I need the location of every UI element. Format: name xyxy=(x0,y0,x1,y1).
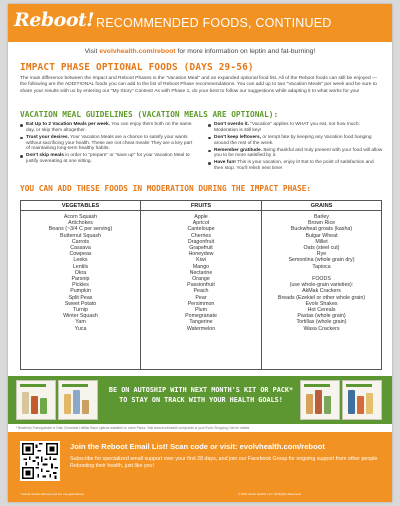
table-cell: AkMak Crackers xyxy=(302,288,341,295)
table-cell: (use whole-grain varieties): xyxy=(289,282,354,289)
table-cell: FOODS xyxy=(312,276,331,283)
guidelines-right-column xyxy=(208,122,384,173)
guidelines xyxy=(20,122,382,176)
intro-paragraph: The main difference between the Impact and Reboot Phases is the "Vacation Meal" and an expanded optional food list. All of the Reboot foods can still be enjoyed — the following are the ADDITIONAL foods you can add to the list of Reboot Phase recommendations. You can add up to two "Vacation Meals" per week and be sure to share your results with us by entering our "My Story" Contest! As with Phase 1, do your best to follow our suggestions while adapting it to what works for you! xyxy=(20,76,378,94)
table-cell: Turnip xyxy=(73,307,88,314)
page-title: RECOMMENDED FOODS, CONTINUED xyxy=(96,16,332,30)
table-cell: Brown Rice xyxy=(307,220,336,227)
copyright: © 2017 Evolv Health, LLC. All Rights Reserved. xyxy=(238,492,302,496)
table-cell: Carrots xyxy=(71,238,90,245)
table-cell: Barley xyxy=(313,214,329,220)
table-cell: Wasa Crackers xyxy=(303,325,340,332)
column-header: FRUITS xyxy=(141,201,261,211)
table-cell: Peach xyxy=(193,288,209,295)
table-cell: Persimmon xyxy=(187,300,215,307)
header-banner xyxy=(8,4,392,42)
table-cell: Tortillas (whole grain) xyxy=(296,319,347,326)
section-title: IMPACT PHASE OPTIONAL FOODS (DAYS 29-56) xyxy=(20,62,254,73)
guidelines-left-column xyxy=(20,122,196,166)
guidelines-title: VACATION MEAL GUIDELINES (VACATION MEALS ARE OPTIONAL): xyxy=(20,110,279,119)
table-cell: Cherries xyxy=(190,232,212,239)
table-cell: Watermelon xyxy=(186,325,216,332)
table-cell: Orange xyxy=(192,276,210,283)
table-cell: Kiwi xyxy=(196,257,206,264)
subline-suffix: for more information on leptin and fat-burning! xyxy=(177,48,316,55)
table-cell: Pumpkin xyxy=(70,288,91,295)
guideline-item: Remember gratitude. Being thankful and truly present with your food will allow you to be more satisfied by it. xyxy=(208,148,384,160)
table-cell: Butternut Squash xyxy=(60,232,101,239)
table-cell: Sweet Potato xyxy=(64,300,97,307)
fine-print: * Blueberry Pomegranate or Dark Chocolate LifeBar flavor options available on some Packs. Visit www.evolvhealth.com/packs or your Evolv Shopping Cart for details. xyxy=(16,426,251,430)
table-cell: Tangerine xyxy=(189,319,213,326)
table-cell: Winter Squash xyxy=(63,313,98,320)
table-cell: Hot Cereals xyxy=(307,307,336,314)
table-cell: Apricot xyxy=(192,220,210,227)
footer-banner xyxy=(8,432,392,502)
table-cell: Lentils xyxy=(72,263,89,270)
column-header: GRAINS xyxy=(262,201,381,211)
results-disclaimer: * Actual results will vary and are not guaranteed. xyxy=(20,492,85,496)
table-cell: Breads (Ezekiel or other whole grain) xyxy=(277,294,366,301)
table-cell: Pear xyxy=(195,294,207,301)
join-text: Join the Reboot Email List! Scan code or visit: xyxy=(70,442,238,451)
subline-link[interactable]: evolvhealth.com/reboot xyxy=(99,48,176,55)
promo-line-1: BE ON AUTOSHIP WITH NEXT MONTH'S KIT OR PACK* xyxy=(108,386,294,394)
table-cell: Semonlina (whole grain dry) xyxy=(288,257,355,264)
table-cell: Split Peas xyxy=(68,294,93,301)
guideline-item: Don't keep leftovers, or tempt fate by keeping any Vacation food hanging around the rest of the week. xyxy=(208,135,384,147)
guideline-item: Don't skip meals in order to "prepare" or "save up" for your Vacation Meal to justify overeating at one sitting. xyxy=(20,153,196,165)
table-cell: Mango xyxy=(192,263,210,270)
grains-column xyxy=(262,201,381,369)
grains-list xyxy=(262,211,381,332)
table-cell: Yuca xyxy=(74,325,87,332)
table-cell: Okra xyxy=(74,269,87,276)
table-cell: Cassava xyxy=(70,245,91,252)
subline-prefix: Visit xyxy=(84,48,98,55)
reboot-logo: Reboot! xyxy=(14,9,95,31)
table-title: YOU CAN ADD THESE FOODS IN MODERATION DURING THE IMPACT PHASE: xyxy=(20,184,312,193)
qr-code-icon[interactable] xyxy=(20,441,60,481)
join-link[interactable]: evolvhealth.com/reboot xyxy=(239,442,325,451)
table-cell: Evolv Shakes xyxy=(305,300,338,307)
table-cell: Canteloupe xyxy=(187,226,215,233)
guideline-item: Trust your desires. Your Vacation Meals are a chance to satisfy your wants without sacrificing your health. These are not cheat meals! They are a key part of maintaining long-term healthy habits. xyxy=(20,135,196,152)
fruits-list xyxy=(141,211,261,332)
table-cell: Beans (~3/4 C per serving) xyxy=(48,226,113,233)
table-cell: Rye xyxy=(316,251,327,258)
table-cell: Plum xyxy=(194,307,208,314)
table-cell: Leeks xyxy=(73,257,88,264)
vegetables-list xyxy=(21,211,140,332)
table-cell: Yam xyxy=(75,319,86,326)
product-tile-icon xyxy=(300,380,340,420)
table-cell: Bulgar Wheat xyxy=(305,232,338,239)
guideline-item: Eat Up to 2 Vacation Meals per week. You can enjoy them both on the same day, or skip them altogether. xyxy=(20,122,196,134)
table-cell: Tapioca xyxy=(312,263,331,270)
table-cell: Apple xyxy=(194,214,208,220)
guideline-item: Have fun! This is your vacation, enjoy it! Eat to the point of satisfaction and then stop. You'll relish next time! xyxy=(208,160,384,172)
flyer-page xyxy=(8,4,392,502)
info-subline xyxy=(8,48,392,55)
fruits-column xyxy=(141,201,262,369)
food-table xyxy=(20,200,382,370)
table-cell: Passionfruit xyxy=(187,282,215,289)
product-tile-icon xyxy=(58,380,98,420)
column-header: VEGETABLES xyxy=(21,201,140,211)
guideline-item: Don't overdo it. "Vacation" applies to WHAT you eat, not how much: Moderation is still key! xyxy=(208,122,384,134)
table-cell: Oats (steel cut) xyxy=(303,245,340,252)
table-cell: Buckwheat groats (kasha) xyxy=(290,226,353,233)
table-cell: Pastas (whole grain) xyxy=(297,313,346,320)
table-cell: Nectarine xyxy=(189,269,213,276)
table-cell: Pomegranate xyxy=(185,313,217,320)
table-cell: Acorn Squash xyxy=(63,214,98,220)
table-cell: Honeydew xyxy=(188,251,214,258)
table-cell: Millet xyxy=(315,238,328,245)
table-cell: Artichokes xyxy=(68,220,93,227)
vegetables-column xyxy=(21,201,141,369)
product-tile-icon xyxy=(16,380,56,420)
table-cell: Pickles xyxy=(72,282,89,289)
subscribe-text: Subscribe for specialized email support over your first 28 days, and join our Facebook Group for ongoing support from other people Rebooting their health, just like you! xyxy=(70,456,378,469)
promo-text xyxy=(104,386,298,405)
table-cell: Dragonfruit xyxy=(187,238,215,245)
table-cell: Cowpeas xyxy=(69,251,92,258)
table-cell: Parsnip xyxy=(71,276,90,283)
join-email-list xyxy=(70,442,386,451)
promo-line-2: TO STAY ON TRACK WITH YOUR HEALTH GOALS! xyxy=(119,395,283,404)
autoship-promo xyxy=(8,376,392,424)
product-tile-icon xyxy=(342,380,382,420)
table-cell: Grapefruit xyxy=(189,245,213,252)
